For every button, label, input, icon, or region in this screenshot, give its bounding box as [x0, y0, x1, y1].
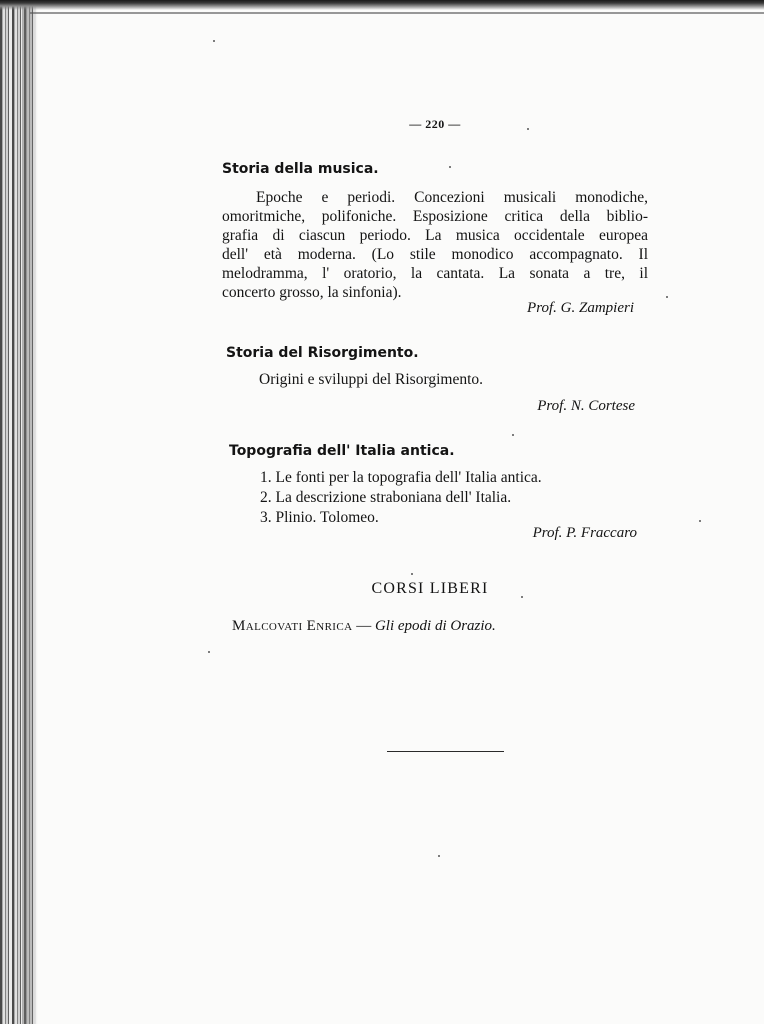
professor-name-music-history: Prof. G. Zampieri	[527, 300, 634, 316]
scan-top-edge	[0, 0, 764, 10]
scan-binding-shadow	[22, 0, 38, 1024]
list-item: 1. Le fonti per la topografia dell' Italia antica.	[260, 469, 542, 486]
section-heading-music-history: Storia della musica.	[222, 161, 379, 177]
free-course-title: Gli epodi di Orazio.	[374, 618, 496, 634]
scan-speck	[527, 128, 529, 130]
scan-speck	[666, 296, 668, 298]
end-rule	[387, 751, 504, 752]
body-line: concerto grosso, la sinfonia).	[222, 284, 402, 301]
scan-speck	[521, 596, 523, 598]
page-number: — 220 —	[409, 117, 461, 131]
body-line: omoritmiche, polifoniche. Esposizione critica della biblio-	[222, 208, 648, 225]
free-course-separator: —	[352, 618, 375, 634]
section-heading-topography: Topografia dell' Italia antica.	[229, 443, 455, 459]
scan-speck	[699, 520, 701, 522]
scan-speck	[208, 651, 210, 653]
free-course-author: Malcovati Enrica	[232, 618, 353, 634]
section-body-music-history	[222, 188, 648, 302]
body-line: dell' età moderna. (Lo stile monodico accompagnato. Il	[222, 246, 648, 263]
free-courses-title: CORSI LIBERI	[371, 580, 489, 597]
professor-name-risorgimento: Prof. N. Cortese	[537, 398, 635, 414]
scan-top-rule	[30, 12, 764, 14]
list-item: 2. La descrizione straboniana dell' Italia.	[260, 489, 512, 506]
scan-speck	[449, 166, 451, 168]
scan-speck	[438, 855, 440, 857]
scan-speck	[213, 40, 215, 42]
body-line: melodramma, l' oratorio, la cantata. La sonata a tre, il	[222, 265, 648, 282]
scan-speck	[512, 434, 514, 436]
list-item: 3. Plinio. Tolomeo.	[260, 509, 379, 526]
section-heading-risorgimento: Storia del Risorgimento.	[226, 345, 419, 361]
body-line: Epoche e periodi. Concezioni musicali monodiche,	[256, 189, 648, 206]
professor-name-topography: Prof. P. Fraccaro	[532, 525, 637, 541]
topography-list	[260, 468, 542, 528]
scan-speck	[411, 573, 413, 575]
free-course-entry	[232, 618, 496, 635]
section-body-risorgimento: Origini e sviluppi del Risorgimento.	[259, 371, 484, 388]
body-line: grafia di ciascun periodo. La musica occidentale europea	[222, 227, 648, 244]
